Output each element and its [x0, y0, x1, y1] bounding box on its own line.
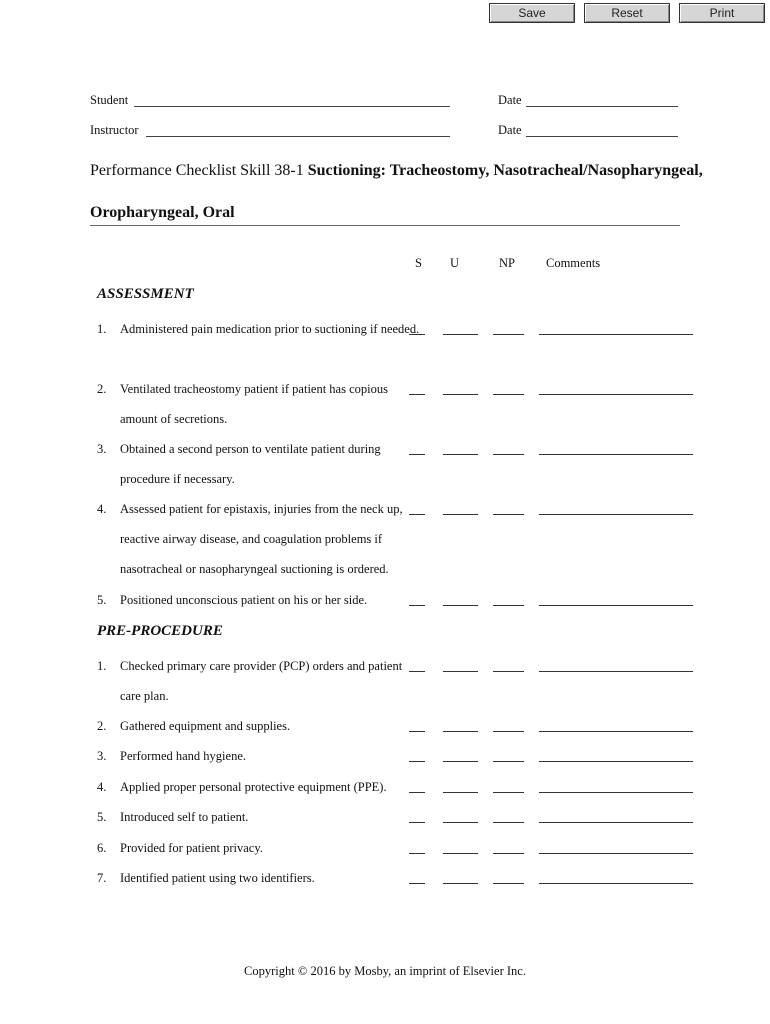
s-blank[interactable] [409, 761, 425, 762]
s-blank[interactable] [409, 514, 425, 515]
instructor-label: Instructor [90, 123, 139, 137]
s-blank[interactable] [409, 883, 425, 884]
s-blank[interactable] [409, 605, 425, 606]
item-text: Positioned unconscious patient on his or her side. [120, 593, 368, 607]
np-blank[interactable] [493, 792, 524, 793]
u-blank[interactable] [443, 853, 478, 854]
column-header-s: S [415, 256, 422, 270]
item-number: 2. [97, 719, 107, 733]
section-heading-preprocedure: PRE-PROCEDURE [97, 623, 223, 639]
item-number: 5. [97, 593, 107, 607]
item-text: Provided for patient privacy. [120, 841, 263, 855]
item-number: 4. [97, 502, 107, 516]
item-number: 6. [97, 841, 107, 855]
title-prefix: Performance Checklist Skill 38-1 [90, 162, 308, 179]
student-date-label: Date [498, 93, 522, 107]
page-title [90, 150, 750, 234]
np-blank[interactable] [493, 671, 524, 672]
u-blank[interactable] [443, 731, 478, 732]
s-blank[interactable] [409, 454, 425, 455]
u-blank[interactable] [443, 454, 478, 455]
s-blank[interactable] [409, 853, 425, 854]
student-field[interactable] [134, 106, 450, 107]
item-number: 2. [97, 382, 107, 396]
item-text: Introduced self to patient. [120, 810, 249, 824]
s-blank[interactable] [409, 792, 425, 793]
s-blank[interactable] [409, 731, 425, 732]
item-number: 3. [97, 442, 107, 456]
item-text: Performed hand hygiene. [120, 749, 247, 763]
student-label: Student [90, 93, 129, 107]
item-text: Assessed patient for epistaxis, injuries from the neck up, reactive airway disease, and coagulation problems if nasotracheal or nasopharyngeal suctioning is ordered. [120, 502, 403, 576]
np-blank[interactable] [493, 454, 524, 455]
item-text: Obtained a second person to ventilate patient during procedure if necessary. [120, 442, 381, 486]
title-divider [90, 225, 680, 226]
save-button[interactable]: Save [489, 3, 575, 23]
comments-blank[interactable] [539, 853, 693, 854]
title-bold: Suctioning: Tracheostomy, Nasotracheal/Nasopharyngeal, Oropharyngeal, Oral [90, 162, 703, 221]
comments-blank[interactable] [539, 334, 693, 335]
s-blank[interactable] [409, 394, 425, 395]
item-number: 3. [97, 749, 107, 763]
item-number: 4. [97, 780, 107, 794]
s-blank[interactable] [409, 671, 425, 672]
item-number: 7. [97, 871, 107, 885]
form-toolbar [489, 3, 767, 25]
print-button[interactable]: Print [679, 3, 765, 23]
comments-blank[interactable] [539, 761, 693, 762]
instructor-date-label: Date [498, 123, 522, 137]
np-blank[interactable] [493, 514, 524, 515]
np-blank[interactable] [493, 853, 524, 854]
u-blank[interactable] [443, 671, 478, 672]
item-text: Ventilated tracheostomy patient if patient has copious amount of secretions. [120, 382, 388, 426]
instructor-field[interactable] [146, 136, 450, 137]
u-blank[interactable] [443, 822, 478, 823]
np-blank[interactable] [493, 883, 524, 884]
comments-blank[interactable] [539, 671, 693, 672]
u-blank[interactable] [443, 792, 478, 793]
item-text: Gathered equipment and supplies. [120, 719, 291, 733]
item-number: 1. [97, 659, 107, 673]
np-blank[interactable] [493, 822, 524, 823]
column-header-np: NP [499, 256, 515, 270]
instructor-date-field[interactable] [526, 136, 678, 137]
student-date-field[interactable] [526, 106, 678, 107]
s-blank[interactable] [409, 334, 425, 335]
comments-blank[interactable] [539, 822, 693, 823]
reset-button[interactable]: Reset [584, 3, 670, 23]
s-blank[interactable] [409, 822, 425, 823]
column-header-u: U [450, 256, 460, 270]
np-blank[interactable] [493, 334, 524, 335]
np-blank[interactable] [493, 761, 524, 762]
u-blank[interactable] [443, 514, 478, 515]
item-text: Administered pain medication prior to suctioning if needed. [120, 322, 420, 336]
comments-blank[interactable] [539, 454, 693, 455]
copyright-footer: Copyright © 2016 by Mosby, an imprint of Elsevier Inc. [244, 964, 526, 978]
comments-blank[interactable] [539, 792, 693, 793]
section-heading-assessment: ASSESSMENT [97, 286, 194, 302]
item-number: 5. [97, 810, 107, 824]
comments-blank[interactable] [539, 514, 693, 515]
u-blank[interactable] [443, 334, 478, 335]
comments-blank[interactable] [539, 883, 693, 884]
u-blank[interactable] [443, 605, 478, 606]
comments-blank[interactable] [539, 605, 693, 606]
item-text: Checked primary care provider (PCP) orders and patient care plan. [120, 659, 403, 703]
u-blank[interactable] [443, 761, 478, 762]
u-blank[interactable] [443, 394, 478, 395]
np-blank[interactable] [493, 731, 524, 732]
u-blank[interactable] [443, 883, 478, 884]
column-header-comments: Comments [546, 256, 601, 270]
item-text: Identified patient using two identifiers. [120, 871, 315, 885]
np-blank[interactable] [493, 394, 524, 395]
item-number: 1. [97, 322, 107, 336]
np-blank[interactable] [493, 605, 524, 606]
comments-blank[interactable] [539, 731, 693, 732]
item-text: Applied proper personal protective equipment (PPE). [120, 780, 387, 794]
comments-blank[interactable] [539, 394, 693, 395]
